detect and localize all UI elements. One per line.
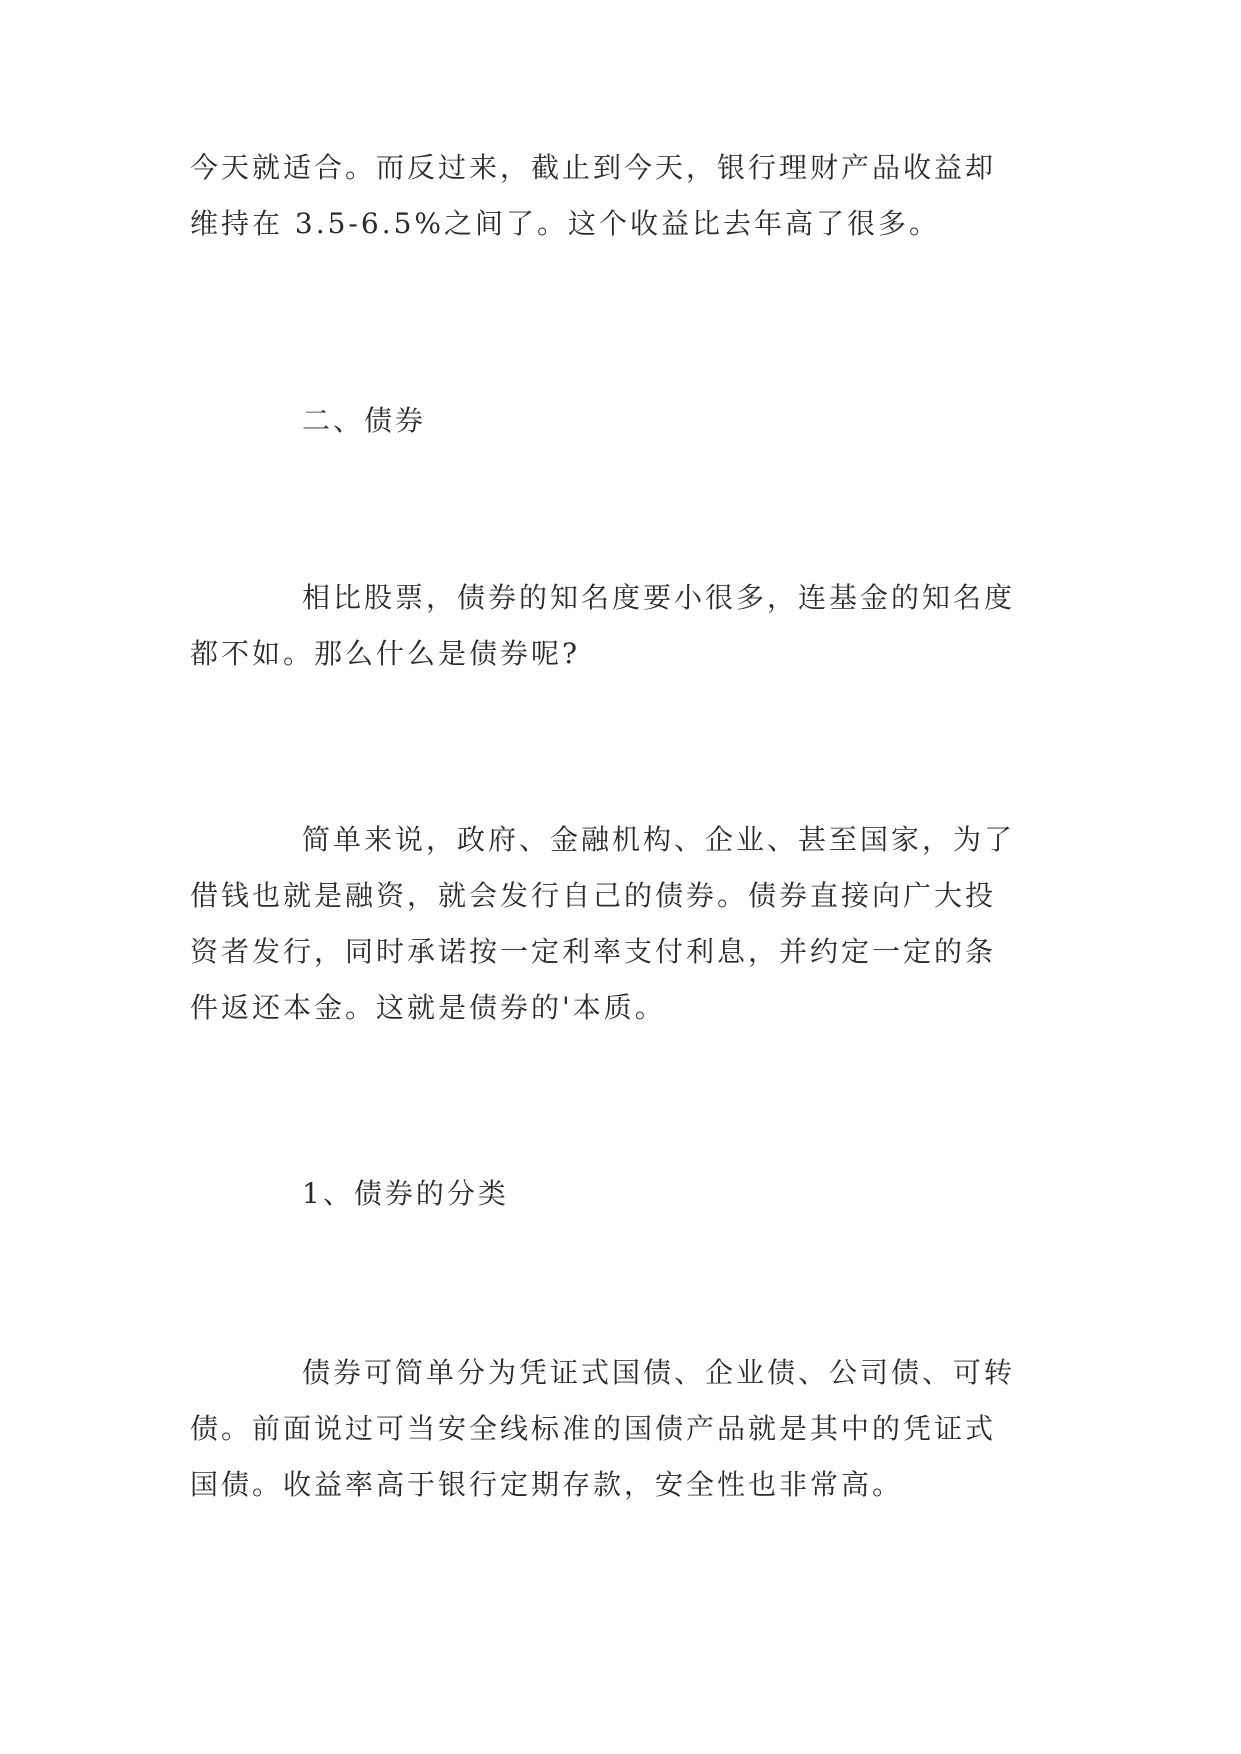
section-heading-bonds: 二、债券 <box>302 404 427 437</box>
paragraph-classification-line-3: 国债。收益率高于银行定期存款，安全性也非常高。 <box>190 1468 904 1501</box>
subsection-heading-bond-classification: 1、债券的分类 <box>302 1177 509 1210</box>
paragraph-compare-line-1: 相比股票，债券的知名度要小很多，连基金的知名度 <box>302 581 1016 614</box>
paragraph-definition-line-2: 借钱也就是融资，就会发行自己的债券。债券直接向广大投 <box>190 879 997 912</box>
paragraph-classification-line-2: 债。前面说过可当安全线标准的国债产品就是其中的凭证式 <box>190 1412 997 1445</box>
paragraph-definition-line-3: 资者发行，同时承诺按一定利率支付利息，并约定一定的条 <box>190 935 997 968</box>
paragraph-definition-line-1: 简单来说，政府、金融机构、企业、甚至国家，为了 <box>302 823 1016 856</box>
paragraph-compare-line-2: 都不如。那么什么是债券呢? <box>190 637 581 670</box>
paragraph-classification-line-1: 债券可简单分为凭证式国债、企业债、公司债、可转 <box>302 1356 1016 1389</box>
paragraph-definition-line-4: 件返还本金。这就是债券的'本质。 <box>190 991 666 1024</box>
paragraph-intro-line-2: 维持在 3.5-6.5%之间了。这个收益比去年高了很多。 <box>190 207 941 240</box>
paragraph-intro-line-1: 今天就适合。而反过来，截止到今天，银行理财产品收益却 <box>190 151 997 184</box>
